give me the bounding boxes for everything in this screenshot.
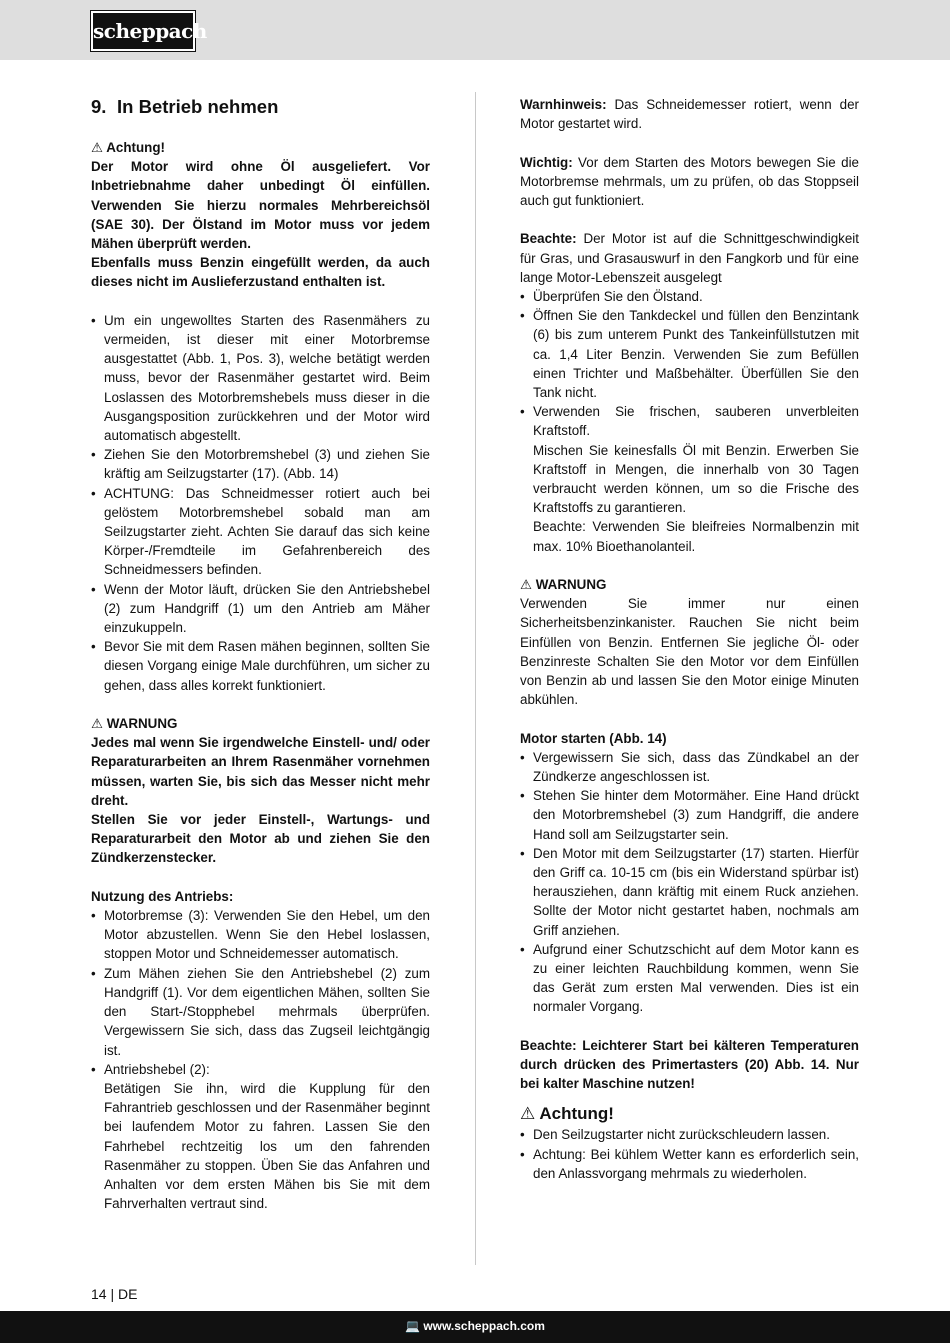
warnung-text-2: Stellen Sie vor jeder Einstell-, Wartungs- und Reparaturarbeit den Motor ab und ziehen Sie den Zündkerzenstecker.: [91, 812, 430, 866]
motor-start-list: [520, 748, 859, 1017]
list-item: • Den Seilzugstarter nicht zurückschleudern lassen.: [520, 1125, 859, 1144]
beachte-label: Beachte:: [520, 231, 577, 247]
section-number: 9.: [91, 96, 107, 117]
warnung-text: Jedes mal wenn Sie irgendwelche Einstell- und/ oder Reparaturarbeiten an Ihrem Rasenmäher vornehmen müssen, warten Sie, bis sich das Messer nicht mehr dreht.: [91, 735, 430, 808]
computer-icon: 💻: [405, 1319, 420, 1333]
warnhinweis-paragraph: [520, 95, 859, 133]
fuel-list: [520, 287, 859, 556]
warning-triangle-icon: ⚠: [91, 140, 104, 155]
kraftstoff-cont: Mischen Sie keinesfalls Öl mit Benzin. Erwerben Sie Kraftstoff in Mengen, die innerhalb von 30 Tagen verbraucht werden können, um so die Frische des Kraftstoffs zu garantieren.: [533, 442, 859, 516]
achtung-heading: [520, 1103, 859, 1125]
kraftstoff-cont-2: Beachte: Verwenden Sie bleifreies Normalbenzin mit max. 10% Bioethanolanteil.: [533, 519, 859, 554]
warnhinweis-text: Das Schneidemesser rotiert, wenn der Motor gestartet wird.: [520, 97, 859, 132]
list-item: [520, 402, 859, 556]
list-item: • Öffnen Sie den Tankdeckel und füllen den Benzintank (6) bis zum unterem Punkt des Tankeinfüllstutzen mit ca. 1,4 Liter Benzin. Verwenden Sie zum Befüllen einen Trichter und Maßbehälter. Überfüllen Sie den Tank nicht.: [520, 306, 859, 402]
section-title-text: In Betrieb nehmen: [117, 96, 279, 117]
achtung-label: Achtung!: [106, 140, 166, 155]
beachte-paragraph: [520, 229, 859, 287]
warnung-label: WARNUNG: [535, 577, 607, 593]
list-item: • Motorbremse (3): Verwenden Sie den Hebel, um den Motor abzustellen. Wenn Sie den Hebel loslassen, stoppen Motor und Schneidemesser automatisch.: [91, 906, 430, 964]
warning-triangle-icon: ⚠: [520, 577, 533, 593]
warnhinweis-label: Warnhinweis:: [520, 97, 607, 112]
achtung-list: [520, 1125, 859, 1183]
wichtig-text: Vor dem Starten des Motors bewegen Sie die Motorbremse mehrmals, um zu prüfen, ob das Stoppseil auch gut funktioniert.: [520, 154, 859, 208]
brand-logo: scheppach: [91, 11, 195, 51]
antrieb-text: Betätigen Sie ihn, wird die Kupplung für den Fahrantrieb geschlossen und der Rasenmäher beginnt bei laufendem Motor zu fahren. Lassen Sie den Fahrhebel rechtzeitig los um den fahrenden Rasenmäher zu stoppen. Üben Sie das Anfahren und Anhalten vor dem ersten Mähen bis Sie mit dem Fahrverhalten vertraut sind.: [104, 1080, 430, 1212]
warnung-heading: [520, 575, 859, 594]
footer-bar: [0, 1311, 950, 1343]
list-item: • Bevor Sie mit dem Rasen mähen beginnen, sollten Sie diesen Vorgang einige Male durchführen, um sicher zu gehen, dass alles korrekt funktioniert.: [91, 637, 430, 695]
kraftstoff-text: • Verwenden Sie frischen, sauberen unverbleiten Kraftstoff.: [533, 404, 859, 439]
list-item: • ACHTUNG: Das Schneidmesser rotiert auch bei gelöstem Motorbremshebel sobald man am Seilzugstarter zieht. Achten Sie darauf das sich keine Körper-/Fremdteile im Gefahrenbereich des Schneidmessers befinden.: [91, 484, 430, 580]
page-number: 14 | DE: [91, 1286, 138, 1302]
warnung-text: Verwenden Sie immer nur einen Sicherheitsbenzinkanister. Rauchen Sie nicht beim Einfüllen von Benzin. Entfernen Sie jegliche Öl- oder Benzinreste Schalten Sie den Motor vor dem Einfüllen von Benzin ab und lassen Sie den Motor einige Minuten abkühlen.: [520, 596, 859, 708]
warning-triangle-icon: ⚠: [520, 1104, 536, 1124]
list-item: • Zum Mähen ziehen Sie den Antriebshebel (2) zum Handgriff (1). Vor dem eigentlichen Mähen, sollten Sie den Start-/Stopphebel mehrmals überprüfen. Vergewissern Sie sich, dass das Zugseil leichtgängig ist.: [91, 964, 430, 1060]
warnung-heading: [91, 714, 430, 733]
list-item: • Ziehen Sie den Motorbremshebel (3) und ziehen Sie kräftig am Seilzugstarter (17). (Abb. 14): [91, 445, 430, 483]
list-item: • Stehen Sie hinter dem Motormäher. Eine Hand drückt den Motorbremshebel (3) zum Handgriff, die andere Hand soll am Seilzugstarter sein.: [520, 786, 859, 844]
warning-triangle-icon: ⚠: [91, 716, 104, 732]
column-divider: [475, 92, 476, 1265]
list-item: • Vergewissern Sie sich, dass das Zündkabel an der Zündkerze angeschlossen ist.: [520, 748, 859, 786]
fuel-notice: Ebenfalls muss Benzin eingefüllt werden, da auch dieses nicht im Auslieferzustand enthalten ist.: [91, 255, 430, 290]
start-instructions-list: [91, 311, 430, 695]
oil-notice: Der Motor wird ohne Öl ausgeliefert. Vor Inbetriebnahme daher unbedingt Öl einfüllen. Verwenden Sie hierzu normales Mehrbereichsöl (SAE 30). Der Ölstand im Motor muss vor jedem Mähen überprüft werden.: [91, 159, 430, 252]
nutzung-heading: Nutzung des Antriebs:: [91, 888, 234, 904]
list-item: • Aufgrund einer Schutzschicht auf dem Motor kann es zu einer leichten Rauchbildung kommen, wenn Sie das Gerät zum ersten Mal verwenden. Dies ist ein normaler Vorgang.: [520, 940, 859, 1017]
list-item: [91, 1060, 430, 1214]
list-item: • Um ein ungewolltes Starten des Rasenmähers zu vermeiden, ist dieser mit einer Motorbremse ausgestattet (Abb. 1, Pos. 3), welche betätigt werden muss, bevor der Rasenmäher gestartet wird. Beim Loslassen des Motorbremshebels muss dieser in die Ausgangsposition zurückkehren und der Motor wird automatisch abgestellt.: [91, 311, 430, 445]
page-header: [0, 0, 950, 60]
primer-notice: Beachte: Leichterer Start bei kälteren Temperaturen durch drücken des Primertasters (20) Abb. 14. Nur bei kalter Maschine nutzen!: [520, 1037, 859, 1092]
antrieb-label: • Antriebshebel (2):: [104, 1061, 210, 1077]
motor-heading: Motor starten (Abb. 14): [520, 730, 667, 746]
left-column: [91, 95, 430, 1213]
list-item: • Den Motor mit dem Seilzugstarter (17) starten. Hierfür den Griff ca. 10-15 cm (bis ein Widerstand spürbar ist) herausziehen, dann kräftig mit einem Ruck anziehen. Sollte der Motor nicht gestartet haben, nochmals am Griff anziehen.: [520, 844, 859, 940]
website-link[interactable]: www.scheppach.com: [423, 1319, 545, 1333]
achtung-label: Achtung!: [539, 1104, 614, 1124]
right-column: [520, 95, 859, 1183]
beachte-text: Der Motor ist auf die Schnittgeschwindigkeit für Gras, und Grasauswurf in den Fangkorb und für eine lange Motor-Lebenszeit ausgelegt: [520, 231, 859, 285]
list-item: • Überprüfen Sie den Ölstand.: [520, 287, 859, 306]
wichtig-paragraph: [520, 153, 859, 211]
list-item: • Wenn der Motor läuft, drücken Sie den Antriebshebel (2) zum Handgriff (1) um den Antrieb am Mäher einzukuppeln.: [91, 580, 430, 638]
warnung-label: WARNUNG: [106, 716, 178, 732]
achtung-heading: [91, 138, 430, 157]
section-title: [91, 95, 430, 119]
nutzung-list: [91, 906, 430, 1213]
wichtig-label: Wichtig:: [520, 154, 573, 170]
list-item: • Achtung: Bei kühlem Wetter kann es erforderlich sein, den Anlassvorgang mehrmals zu wiederholen.: [520, 1145, 859, 1183]
